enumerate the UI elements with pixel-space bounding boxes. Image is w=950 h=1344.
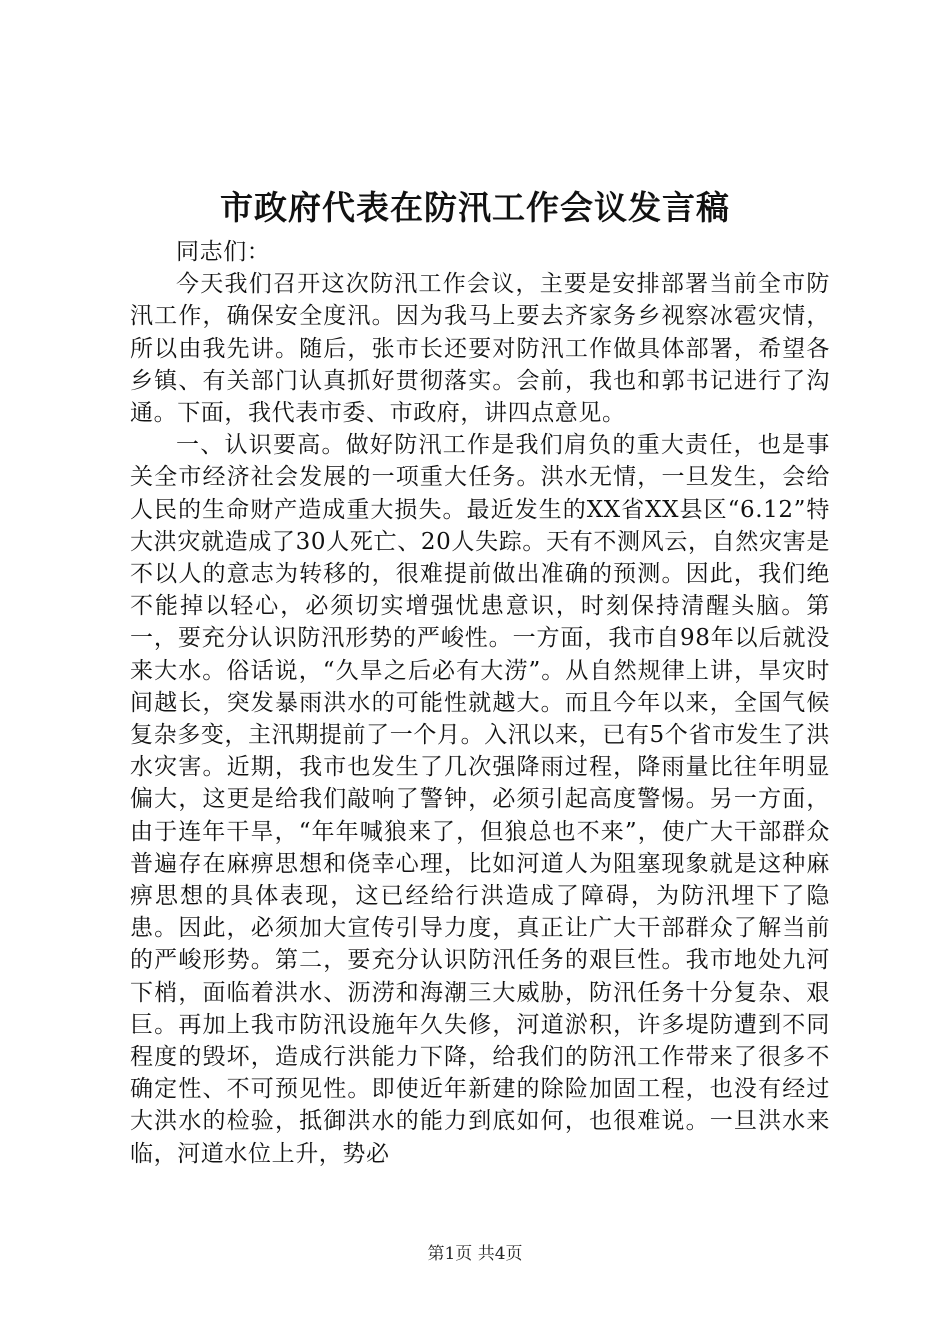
page-footer: 第1页 共4页 [427, 1244, 523, 1264]
document-title: 市政府代表在防汛工作会议发言稿 [220, 188, 730, 227]
paragraph-point-one: 一、认识要高。做好防汛工作是我们肩负的重大责任，也是事关全市经济社会发展的一项重大任务。洪水无情，一旦发生，会给人民的生命财产造成重大损失。最近发生的XX省XX县区“6.12”特大洪灾就造成了30人死亡、20人失踪。天有不测风云，自然灾害是不以人的意志为转移的，很难提前做出准确的预测。因此，我们绝不能掉以轻心，必须切实增强忧患意识，时刻保持清醒头脑。第一，要充分认识防汛形势的严峻性。一方面，我市自98年以后就没来大水。俗话说，“久旱之后必有大涝”。从自然规律上讲，旱灾时间越长，突发暴雨洪水的可能性就越大。而且今年以来，全国气候复杂多变，主汛期提前了一个月。入汛以来，已有5个省市发生了洪水灾害。近期，我市也发生了几次强降雨过程，降雨量比往年明显偏大，这更是给我们敲响了警钟，必须引起高度警惕。另一方面，由于连年干旱，“年年喊狼来了，但狼总也不来”，使广大干部群众普遍存在麻痹思想和侥幸心理，比如河道人为阻塞现象就是这种麻痹思想的具体表现，这已经给行洪造成了障碍，为防汛埋下了隐患。因此，必须加大宣传引导力度，真正让广大干部群众了解当前的严峻形势。第二，要充分认识防汛任务的艰巨性。我市地处九河下梢，面临着洪水、沥涝和海潮三大威胁，防汛任务十分复杂、艰巨。再加上我市防汛设施年久失修，河道淤积，许多堤防遭到不同程度的毁坏，造成行洪能力下降，给我们的防汛工作带来了很多不确定性、不可预见性。即使近年新建的除险加固工程，也没有经过大洪水的检验，抵御洪水的能力到底如何，也很难说。一旦洪水来临，河道水位上升，势必 [130, 432, 830, 1167]
paragraph-intro: 今天我们召开这次防汛工作会议，主要是安排部署当前全市防汛工作，确保安全度汛。因为我马上要去齐家务乡视察冰雹灾情，所以由我先讲。随后，张市长还要对防汛工作做具体部署，希望各乡镇、有关部门认真抓好贯彻落实。会前，我也和郭书记进行了沟通。下面，我代表市委、市政府，讲四点意见。 [130, 271, 830, 427]
paragraph-greeting: 同志们： [176, 239, 271, 265]
document-body [130, 236, 830, 1170]
